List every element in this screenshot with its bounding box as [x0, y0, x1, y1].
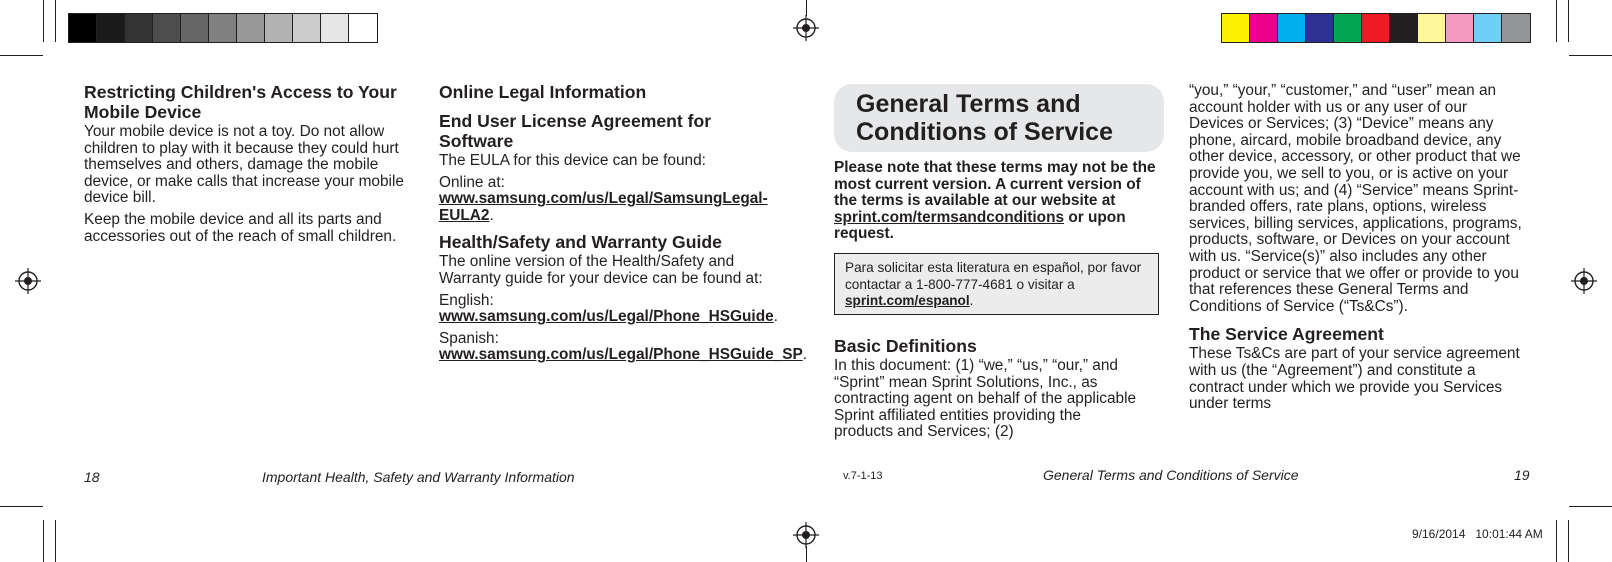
page-title: General Terms and Conditions of Service [856, 90, 1113, 146]
color-swatch [1250, 14, 1278, 42]
crop-mark [43, 0, 44, 42]
link-prefix: Online at: [439, 173, 505, 191]
color-swatch [265, 14, 293, 42]
crop-mark [1569, 55, 1612, 56]
punctuation: . [773, 308, 778, 326]
notice-text: Please note that these terms may not be the most current version. A current version of the terms is available at our website at [834, 159, 1156, 210]
crop-mark [1556, 520, 1557, 562]
section-heading: Restricting Children's Access to Your Mobile Device [84, 82, 397, 122]
registration-mark-icon [793, 15, 819, 41]
registration-mark-icon [1571, 268, 1597, 294]
print-timestamp: 9/16/2014 10:01:44 AM [1412, 527, 1543, 541]
page-number: 18 [84, 469, 100, 485]
link-prefix: English: [439, 291, 494, 309]
footer-section-title: Important Health, Safety and Warranty Information [262, 469, 575, 485]
color-swatch [1278, 14, 1306, 42]
crop-mark [1569, 506, 1612, 507]
left-page-column-2 [439, 82, 808, 369]
title-box [834, 84, 1164, 152]
link-prefix: Spanish: [439, 329, 499, 347]
crop-mark [43, 520, 44, 562]
crop-mark [1556, 0, 1557, 42]
color-swatch [69, 14, 97, 42]
page-number: 19 [1514, 467, 1530, 483]
crop-mark [806, 0, 807, 16]
color-swatch [97, 14, 125, 42]
color-swatch [1418, 14, 1446, 42]
section-heading: Online Legal Information [439, 82, 647, 102]
crop-mark [55, 0, 56, 42]
right-page-column-1 [834, 336, 1144, 446]
version-label: v.7-1-13 [843, 470, 883, 482]
spanish-link-paragraph [439, 329, 808, 364]
color-swatch [237, 14, 265, 42]
english-link-paragraph [439, 291, 778, 326]
body-paragraph: Keep the mobile device and all its parts and accessories out of the reach of small children. [84, 210, 397, 245]
punctuation: . [969, 293, 974, 308]
color-swatch [321, 14, 349, 42]
crop-mark [806, 546, 807, 562]
punctuation: . [489, 206, 494, 224]
body-paragraph: In this document: (1) “we,” “us,” “our,” and “Sprint” mean Sprint Solutions, Inc., as contracting agent on behalf of the applicable Sprint affiliated entities providing the products and Services; (2) [834, 357, 1137, 441]
spanish-notice-box [834, 253, 1159, 315]
crop-mark [0, 55, 43, 56]
color-swatch [181, 14, 209, 42]
eula-link[interactable]: www.samsung.com/us/Legal/SamsungLegal-EULA2 [439, 190, 768, 224]
notice-text: or upon request. [834, 208, 1126, 243]
color-swatch [1362, 14, 1390, 42]
crop-mark [1568, 520, 1569, 562]
section-heading: Health/Safety and Warranty Guide [439, 232, 722, 253]
footer-section-title: General Terms and Conditions of Service [1043, 467, 1299, 483]
crop-mark [55, 520, 56, 562]
spanish-notice-text: Para solicitar esta literatura en español, por favor contactar a 1-800-777-4681 o visitar a [845, 260, 1142, 292]
color-swatch [1222, 14, 1250, 42]
section-heading: End User License Agreement for Software [439, 111, 712, 151]
punctuation: . [802, 346, 808, 364]
color-swatch [209, 14, 237, 42]
registration-mark-icon [793, 522, 819, 548]
spanish-guide-link[interactable]: www.samsung.com/us/Legal/Phone_HSGuide_SP [439, 346, 803, 364]
body-paragraph: “you,” “your,” “customer,” and “user” mean an account holder with us or any user of our Devices or Services; (3) “Device” means any phone, aircard, mobile broadband device, any other device, accessory, or other product that we provide you, we sell to you, or is active on your account with us; and (4) “Service” means Sprint-branded offers, rate plans, options, wireless services, billing services, applications, programs, products, software, or Devices on your account with us. “Service(s)” also includes any other product or service that we offer or provide to you that references these General Terms and Conditions of Service (“Ts&Cs”). [1189, 82, 1522, 315]
version-notice [834, 160, 1166, 243]
body-paragraph: The online version of the Health/Safety and Warranty guide for your device can be found at: [439, 253, 763, 287]
terms-link[interactable]: sprint.com/termsandconditions [834, 208, 1065, 226]
grayscale-color-bar [68, 13, 378, 43]
crop-mark [1568, 0, 1569, 42]
espanol-link[interactable]: sprint.com/espanol [845, 293, 970, 308]
registration-mark-icon [15, 268, 41, 294]
body-paragraph: These Ts&Cs are part of your service agreement with us (the “Agreement”) and constitute a contract under which we provide you Services under terms [1189, 345, 1520, 413]
section-heading: The Service Agreement [1189, 324, 1384, 345]
color-swatch [349, 14, 377, 42]
color-swatch [1306, 14, 1334, 42]
left-page-column-1 [84, 82, 416, 250]
color-swatch [125, 14, 153, 42]
crop-mark [0, 506, 43, 507]
english-guide-link[interactable]: www.samsung.com/us/Legal/Phone_HSGuide [439, 308, 774, 326]
color-swatch [293, 14, 321, 42]
color-swatch [1334, 14, 1362, 42]
color-swatch [153, 14, 181, 42]
body-paragraph: The EULA for this device can be found: [439, 152, 706, 169]
section-heading: Basic Definitions [834, 336, 977, 356]
color-swatch [1446, 14, 1474, 42]
eula-link-paragraph [439, 175, 769, 225]
color-swatch [1502, 14, 1530, 42]
color-swatch [1390, 14, 1418, 42]
color-swatch [1474, 14, 1502, 42]
process-color-bar [1221, 13, 1531, 43]
body-paragraph: Your mobile device is not a toy. Do not allow children to play with it because they could hurt themselves and others, damage the mobile device, or make calls that increase your mobile device bill. [84, 123, 404, 207]
right-page-column-2 [1189, 83, 1523, 418]
